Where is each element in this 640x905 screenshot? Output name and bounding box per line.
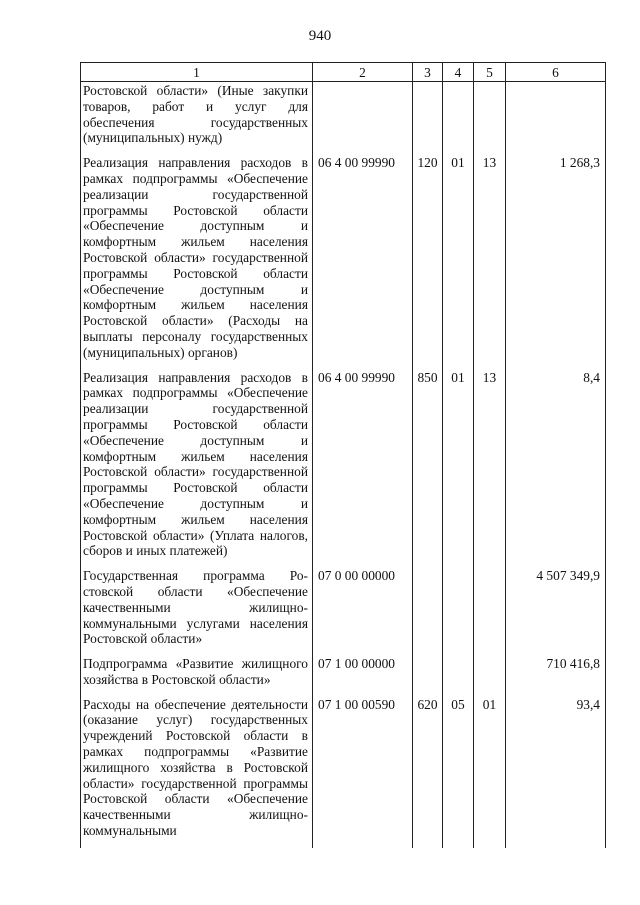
header-col-4: 4 <box>443 63 474 82</box>
row-subsection: 13 <box>474 155 506 369</box>
row-amount: 8,4 <box>506 370 606 569</box>
row-section <box>443 568 474 656</box>
row-target-code: 07 1 00 00000 <box>313 656 413 697</box>
row-amount <box>506 82 606 156</box>
row-target-code <box>313 82 413 156</box>
row-subsection: 13 <box>474 370 506 569</box>
row-subsection <box>474 656 506 697</box>
row-expense-type <box>413 568 443 656</box>
header-row <box>81 63 606 82</box>
row-description: Расходы на обеспечение деятельности (оказание услуг) государственных учреждений Ростовской области в рамках подпрограммы «Развитие жилищного хозяйства в Ростовской области» государственной программы Ростовской области «Обеспечение качественными жилищно-коммунальными <box>81 697 313 848</box>
row-description: Реализация направления расходов в рамках подпрограммы «Обеспечение реализации государственной программы Ростовской области «Обеспечение доступным и комфортным жильем населения Ростовской области» государственной программы Ростовской области «Обеспечение доступным и комфортным жильем населения Ростовской области» (Уплата налогов, сборов и иных платежей) <box>81 370 313 569</box>
page-number: 940 <box>308 28 332 44</box>
row-target-code: 07 0 00 00000 <box>313 568 413 656</box>
row-subsection: 01 <box>474 697 506 848</box>
row-description: Подпрограмма «Развитие жилищного хозяйства в Ростовской области» <box>81 656 313 697</box>
header-col-3: 3 <box>413 63 443 82</box>
row-target-code: 06 4 00 99990 <box>313 370 413 569</box>
row-expense-type <box>413 82 443 156</box>
row-subsection <box>474 82 506 156</box>
table-row <box>81 370 606 569</box>
header-col-5: 5 <box>474 63 506 82</box>
row-expense-type <box>413 656 443 697</box>
row-amount: 710 416,8 <box>506 656 606 697</box>
row-section: 01 <box>443 370 474 569</box>
header-col-6: 6 <box>506 63 606 82</box>
header-col-2: 2 <box>313 63 413 82</box>
row-amount: 1 268,3 <box>506 155 606 369</box>
row-section: 01 <box>443 155 474 369</box>
row-section <box>443 82 474 156</box>
row-expense-type: 120 <box>413 155 443 369</box>
table-row <box>81 697 606 848</box>
table-body <box>81 82 606 848</box>
row-section: 05 <box>443 697 474 848</box>
row-amount: 4 507 349,9 <box>506 568 606 656</box>
table-row <box>81 155 606 369</box>
header-col-1: 1 <box>81 63 313 82</box>
row-expense-type: 850 <box>413 370 443 569</box>
row-target-code: 06 4 00 99990 <box>313 155 413 369</box>
row-section <box>443 656 474 697</box>
row-description: Реализация направления расходов в рамках подпрограммы «Обеспечение реализации государственной программы Ростовской области «Обеспечение доступным и комфортным жильем населения Ростовской области» государственной программы Ростовской области «Обеспечение доступным и комфортным жильем населения Ростовской области» (Расходы на выплаты персоналу государственных (муниципальных) органов) <box>81 155 313 369</box>
table-header <box>81 63 606 82</box>
row-description: Ростовской области» (Иные закупки товаров, работ и услуг для обеспечения государственных (муниципальных) нужд) <box>81 82 313 156</box>
table-row <box>81 656 606 697</box>
row-subsection <box>474 568 506 656</box>
row-target-code: 07 1 00 00590 <box>313 697 413 848</box>
row-amount: 93,4 <box>506 697 606 848</box>
row-expense-type: 620 <box>413 697 443 848</box>
budget-table <box>80 62 606 848</box>
table-row <box>81 568 606 656</box>
row-description: Государственная программа Ростовской области «Обеспечение качественными жилищно-коммунальными услугами населения Ростовской области» <box>81 568 313 656</box>
table-row <box>81 82 606 156</box>
